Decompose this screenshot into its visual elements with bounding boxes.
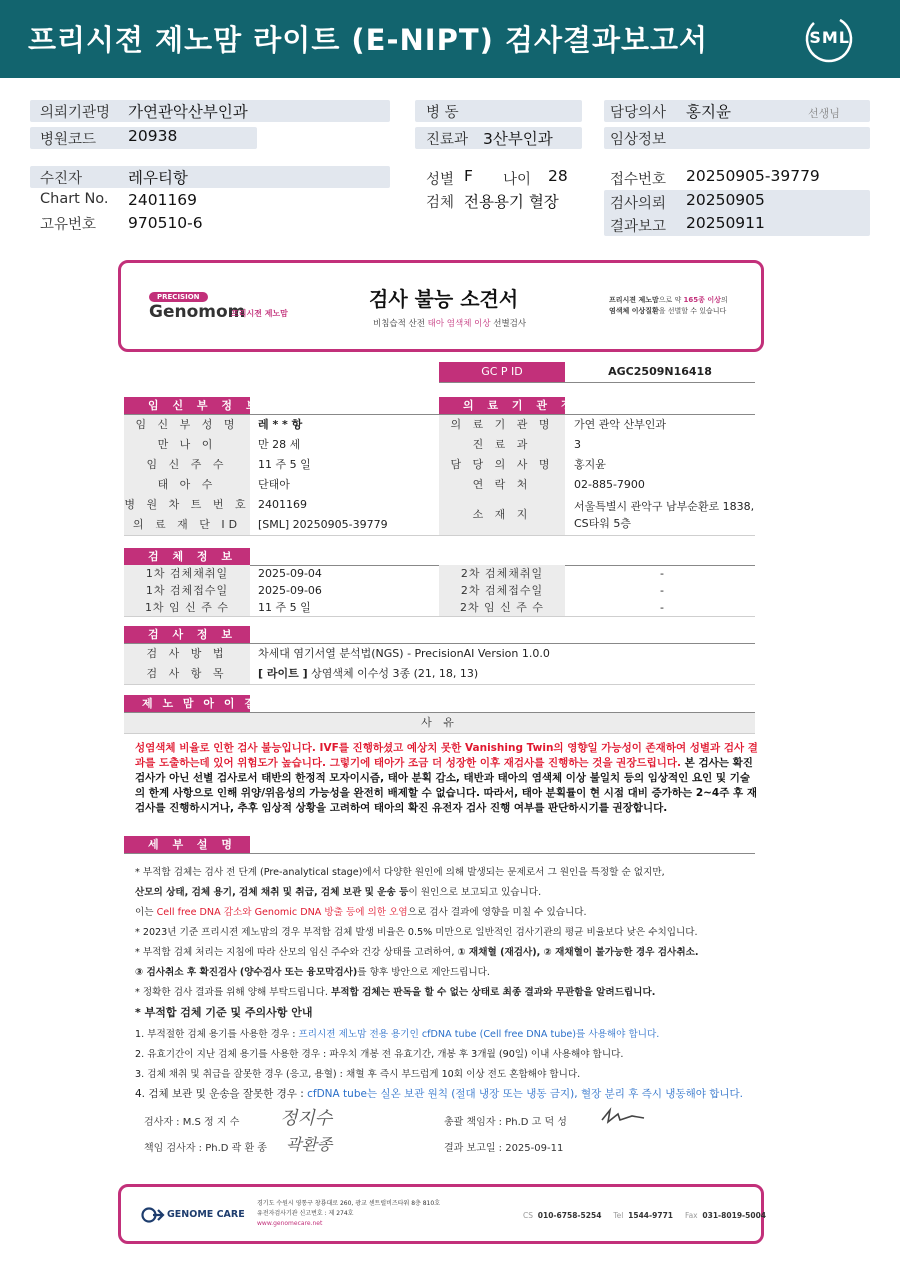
note-7: * 정확한 검사 결과를 위해 양해 부탁드립니다. 부적합 검체는 판독을 할 수 없는 상태로 최종 결과와 무관함을 알려드립니다. <box>135 987 656 998</box>
fetus-count-value: 단태아 <box>258 478 290 491</box>
specimen2-weeks-label: 2차 임 신 주 수 <box>439 599 565 616</box>
hospital-code-label: 병원코드 <box>40 132 97 148</box>
unique-id-value: 970510-6 <box>128 214 203 232</box>
reason-text: 성염색체 비율로 인한 검사 불능입니다. IVF를 진행하셨고 예상치 못한 Vanishing Twin의 영향일 가능성이 존재하여 성별과 검사 결과를 도출하는데 있어 위험도가 높습니다. 그렇기에 태아가 조금 더 성장한 이후 재검사를 진행하는 것을 권장드립니다. 본 검사는 확진 검사가 아닌 선별 검사로서 태반의 한정적 모자이시즘, 태아 분획 감소, 태반과 태아의 염색체 이상 불일치 등의 임상적인 요인 및 기술의 한계 사항으로 인해 위양/위음성의 가능성을 완전히 배제할 수 없습니다. 따라서, 태아 분획률이 현 시점 대비 증가하는 2~4주 후 재검사를 진행하시거나, 추후 임상적 상황을 고려하여 태아의 확진 유전자 검사 진행 여부를 판단하시기를 권장합니다. <box>135 742 758 814</box>
footer-contacts: CS 010-6758-5254 Tel 1544-9771 Fax 031-8019-5004 <box>523 1211 767 1220</box>
divider <box>124 853 755 854</box>
section-detail: 세 부 설 명 <box>124 836 250 853</box>
specimen-label: 검체 <box>426 195 455 211</box>
note-12: 4. 검체 보관 및 운송을 잘못한 경우 : cfDNA tube는 실온 보관 원칙 (절대 냉장 또는 냉동 금지), 혈장 분리 후 즉시 냉동해야 합니다. <box>135 1088 743 1100</box>
request-label: 검사의뢰 <box>610 196 667 212</box>
institution-value: 가연관악산부인과 <box>128 103 248 121</box>
note-4: * 2023년 기준 프리시젼 제노맘의 경우 부적합 검체 발생 비율은 0.5% 미만으로 일반적인 검사기관의 평균 비율보다 낮은 수치입니다. <box>135 927 698 938</box>
specimen2-collect-label: 2차 검체채취일 <box>439 565 565 582</box>
hospital-chart-label: 병 원 차 트 번 호 <box>124 495 250 515</box>
report-value: 20250911 <box>686 214 765 232</box>
med-address-line2: CS타워 5층 <box>574 517 632 530</box>
report-header <box>0 0 900 78</box>
hospital-code-value: 20938 <box>128 127 178 145</box>
clinical-label: 임상정보 <box>610 132 667 148</box>
doctor-value: 홍지윤 <box>686 103 731 121</box>
genomecare-logo-icon <box>141 1207 167 1223</box>
foundation-id-label: 의 료 재 단 ID <box>124 515 250 535</box>
specimen2-weeks-value: - <box>660 601 664 614</box>
med-address-label: 소 재 지 <box>439 495 565 535</box>
med-dept-label: 진 료 과 <box>439 435 565 455</box>
med-phone-value: 02-885-7900 <box>574 478 645 491</box>
note-3: 이는 Cell free DNA 감소와 Genomic DNA 방출 등에 의한 오염으로 검사 결과에 영향을 미칠 수 있습니다. <box>135 907 587 918</box>
test-method-label: 검 사 방 법 <box>124 644 250 664</box>
specimen1-collect-label: 1차 검체채취일 <box>124 565 250 582</box>
patient-name-label: 수진자 <box>40 171 83 187</box>
report-card-subtitle: 비침습적 산전 태아 염색체 이상 선별검사 <box>373 319 527 329</box>
patient-name-box <box>30 166 390 188</box>
note-10: 2. 유효기간이 지난 검체 용기를 사용한 경우 : 파우치 개봉 전 유효기간, 개봉 후 3개월 (90일) 이내 사용해야 합니다. <box>135 1049 624 1060</box>
patient-name-value: 레우티항 <box>128 169 188 187</box>
med-doctor-label: 담 당 의 사 명 <box>439 455 565 475</box>
note-9: 1. 부적절한 검체 용기를 사용한 경우 : 프리시젼 제노맘 전용 용기인 cfDNA tube (Cell free DNA tube)를 사용해야 합니다. <box>135 1029 660 1040</box>
request-value: 20250905 <box>686 191 765 209</box>
note-5: * 부적합 검체 처리는 지침에 따라 산모의 임신 주수와 건강 상태를 고려하여, ① 재채혈 (재검사), ② 재채혈이 불가능한 경우 검사취소. <box>135 947 699 958</box>
footer-address: 경기도 수원시 영통구 창룡대로 260, 광교 센트럴비즈타워 8층 810호 유전자검사기관 신고번호 : 제 274호 www.genomecare.net <box>257 1200 440 1227</box>
note-2: 산모의 상태, 검체 용기, 검체 채취 및 취급, 검체 보관 및 운송 등이 원인으로 보고되고 있습니다. <box>135 887 542 898</box>
report-card-title: 검사 불능 소견서 <box>369 287 519 311</box>
sml-logo-text: SML <box>809 28 850 47</box>
divider <box>124 535 755 536</box>
section-result: 제 노 맘 아 이 결 과 <box>124 695 250 712</box>
director-signature-icon <box>598 1106 648 1128</box>
section-specimen-info: 검 체 정 보 <box>124 548 250 565</box>
note-6: ③ 검사취소 후 확진검사 (양수검사 또는 융모막검사)를 향후 방안으로 제안드립니다. <box>135 967 490 978</box>
dept-value: 3산부인과 <box>483 130 553 148</box>
specimen2-collect-value: - <box>660 567 664 580</box>
receipt-value: 20250905-39779 <box>686 167 820 185</box>
chart-label: Chart No. <box>40 191 109 207</box>
med-institution-label: 의 료 기 관 명 <box>439 415 565 435</box>
specimen1-receipt-label: 1차 검체접수일 <box>124 582 250 599</box>
note-8: * 부적합 검체 기준 및 주의사항 안내 <box>135 1006 313 1019</box>
specimen2-receipt-label: 2차 검체접수일 <box>439 582 565 599</box>
hospital-chart-value: 2401169 <box>258 498 307 511</box>
pregnant-name-label: 임 신 부 성 명 <box>124 415 250 435</box>
specimen1-weeks-label: 1차 임 신 주 수 <box>124 599 250 616</box>
sex-value: F <box>464 167 473 185</box>
genomom-banner <box>118 260 764 352</box>
med-address-line1: 서울특별시 관악구 남부순환로 1838, <box>574 500 755 513</box>
age-value: 28 <box>548 167 568 185</box>
chart-value: 2401169 <box>128 191 198 209</box>
specimen-value: 전용용기 혈장 <box>464 193 559 211</box>
divider <box>124 684 755 685</box>
specimen2-receipt-value: - <box>660 584 664 597</box>
pregnant-weeks-label: 임 신 주 수 <box>124 455 250 475</box>
pregnant-weeks-value: 11 주 5 일 <box>258 458 311 471</box>
institution-label: 의뢰기관명 <box>40 105 111 121</box>
divider <box>124 733 755 734</box>
genomom-logo: Genomom <box>149 302 246 322</box>
med-dept-value: 3 <box>574 438 581 451</box>
reason-header: 사 유 <box>124 713 755 733</box>
sex-label: 성별 <box>426 172 455 188</box>
gcpid-label: GC P ID <box>439 362 565 382</box>
section-medical-info: 의 료 기 관 정 보 <box>439 397 565 414</box>
test-item-label: 검 사 항 목 <box>124 664 250 684</box>
doctor-suffix: 선생님 <box>808 107 840 120</box>
divider <box>124 616 755 617</box>
pregnant-age-value: 만 28 세 <box>258 438 301 451</box>
fetus-count-label: 태 아 수 <box>124 475 250 495</box>
foundation-id-value: [SML] 20250905-39779 <box>258 518 388 531</box>
specimen1-weeks-value: 11 주 5 일 <box>258 601 311 614</box>
genomom-tagline: 프리시젼 제노맘으로 약 165종 이상의 염색체 이상질환을 선별할 수 있습니다 <box>609 296 728 315</box>
chief-examiner-signature: 곽환종 <box>286 1135 333 1154</box>
genomecare-footer <box>118 1184 767 1244</box>
med-institution-value: 가연 관악 산부인과 <box>574 418 667 431</box>
section-pregnant-info: 임 신 부 정 보 <box>124 397 250 414</box>
unique-id-label: 고유번호 <box>40 217 97 233</box>
specimen1-receipt-value: 2025-09-06 <box>258 584 322 597</box>
note-11: 3. 검체 채취 및 취급을 잘못한 경우 (응고, 용혈) : 채혈 후 즉시 부드럽게 10회 이상 전도 혼합해야 합니다. <box>135 1069 581 1080</box>
test-item-value: [ 라이트 ] 상염색체 이수성 3종 (21, 18, 13) <box>258 667 479 680</box>
specimen1-collect-value: 2025-09-04 <box>258 567 322 580</box>
precision-badge: PRECISION <box>149 292 208 302</box>
examiner-label: 검사자 : M.S 정 지 수 <box>144 1117 240 1128</box>
report-label: 결과보고 <box>610 219 667 235</box>
note-1: * 부적합 검체는 검사 전 단계 (Pre-analytical stage)에서 다양한 원인에 의해 발생되는 문제로서 그 원인을 특정할 순 없지만, <box>135 867 665 878</box>
examiner-signature: 정지수 <box>280 1108 333 1129</box>
gcpid-value: AGC2509N16418 <box>608 365 712 378</box>
report-date-label: 결과 보고일 : 2025-09-11 <box>444 1143 564 1154</box>
age-label: 나이 <box>503 172 532 188</box>
med-phone-label: 연 락 처 <box>439 475 565 495</box>
pregnant-age-label: 만 나 이 <box>124 435 250 455</box>
section-test-info: 검 사 정 보 <box>124 626 250 643</box>
divider <box>439 382 755 383</box>
med-doctor-value: 홍지윤 <box>574 458 606 471</box>
chief-examiner-label: 책임 검사자 : Ph.D 곽 환 종 <box>144 1143 267 1154</box>
test-method-value: 차세대 염기서열 분석법(NGS) - PrecisionAI Version 1.0.0 <box>258 647 550 660</box>
report-title: 프리시젼 제노맘 라이트 (E-NIPT) 검사결과보고서 <box>28 23 709 57</box>
dept-label: 진료과 <box>426 132 469 148</box>
doctor-label: 담당의사 <box>610 105 667 121</box>
pregnant-name-value: 레 * * 항 <box>258 418 303 431</box>
genomom-logo-sub: 프리시젼 제노맘 <box>231 309 288 318</box>
ward-label: 병 동 <box>426 105 459 121</box>
director-label: 총괄 책임자 : Ph.D 고 덕 성 <box>444 1117 567 1128</box>
genomecare-brand: GENOME CARE <box>167 1209 245 1220</box>
receipt-label: 접수번호 <box>610 172 667 188</box>
